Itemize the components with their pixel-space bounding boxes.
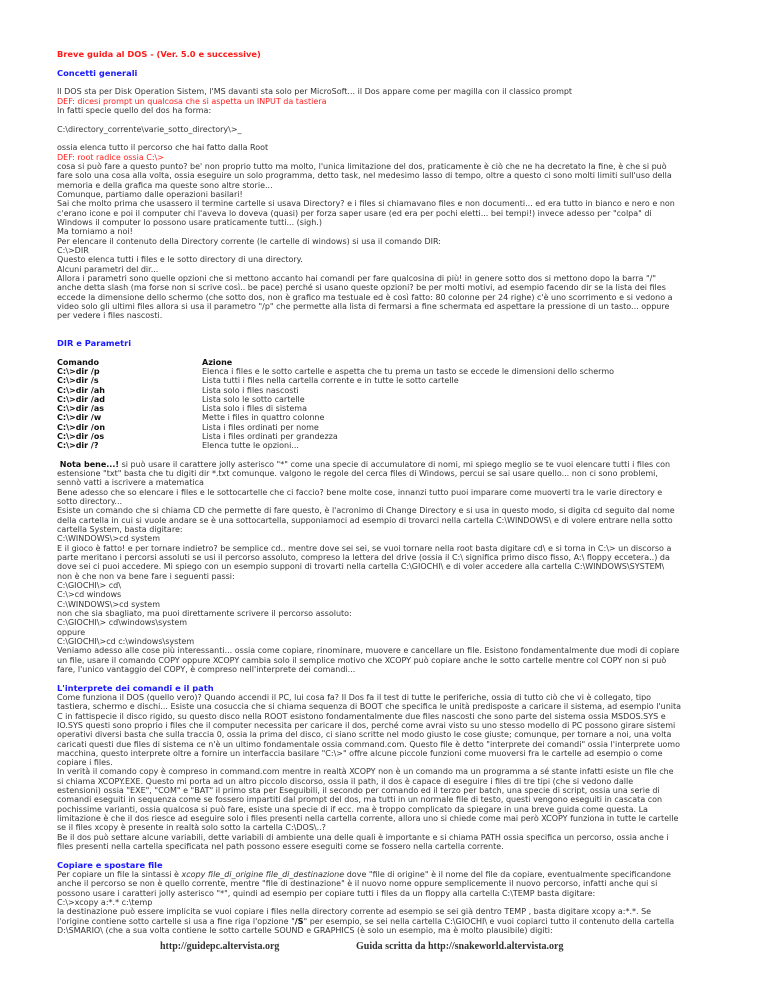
command-cell: C:\>dir /w xyxy=(57,413,102,423)
command-cell: C:\>dir /os xyxy=(57,431,105,441)
action-cell: Elenca tutte le opzioni... xyxy=(202,441,299,451)
command-cell: C:\>dir /on xyxy=(57,422,106,432)
section-interprete-body xyxy=(57,693,757,852)
definition-text: DEF: root radice ossia C:\> xyxy=(57,152,164,162)
text-line: fare solo una cosa alla volta, ossia eseguire un solo programma, detto task, nel medesimo lasso di tempo, oltre a questo ci sono molti limiti sull'uso della xyxy=(57,171,672,181)
text-line: copiare i files. xyxy=(57,758,113,768)
text-line: In verità il comando copy è compreso in command.com mentre in realtà XCOPY non è un comando ma un programma a sé stante infatti esiste un file che xyxy=(57,767,674,777)
text-line: Veniamo adesso alle cose più interessanti... ossia come copiare, rinominare, muovere e cancellare un file. Esistono fondamentalmente due modi di copiare xyxy=(57,646,680,656)
text-line: sotto directory... xyxy=(57,496,123,506)
action-cell: Lista solo le sotto cartelle xyxy=(202,394,305,404)
table-row xyxy=(57,423,614,432)
text-line: cosa si può fare a questo punto? be' non proprio tutto ma molto, l'unica limitazione del dos, praticamente è ciò che ne ha decretato la fine, è che si può xyxy=(57,161,667,171)
text-line: Per elencare il contenuto della Directory corrente (le cartelle di windows) si usa il comando DIR: xyxy=(57,236,441,246)
text-line: memoria e della grafica ma queste sono altre storie... xyxy=(57,180,273,190)
command-cell: C:\>dir /? xyxy=(57,441,99,451)
text-span: si può usare il carattere jolly asterisco "*" come una specie di accumulatore di nomi, mi spiego meglio se te vuoi elencare tutti i files con xyxy=(119,459,671,469)
table-row xyxy=(57,395,614,404)
action-cell: Lista solo i files nascosti xyxy=(202,385,299,395)
bold-text: /S xyxy=(294,916,304,926)
dir-commands-table xyxy=(57,358,614,451)
text-line: non è che non va bene fare i seguenti passi: xyxy=(57,571,235,581)
text-line: comandi eseguiti in sequenza come se fossero impartiti dal prompt del dos, ma tutti in un normale file di testo, questi vengono eseguiti in cascata con xyxy=(57,795,663,805)
text-line: tastiera, schermo e dischi... Esiste una cosuccia che si chiama sequenza di BOOT che specifica le unità predisposte a caricare il sistema, ad esempio l'unita xyxy=(57,702,682,712)
text-line: C:\GIOCHI\> cd\windows\system xyxy=(57,618,188,628)
text-span: dove "file di origine" è il nome del file da copiare, eventualmente specificandone xyxy=(344,870,671,880)
blank-line xyxy=(57,115,757,124)
text-line: C:\>cd windows xyxy=(57,590,122,600)
table-row xyxy=(57,413,614,422)
text-line: Be il dos può settare alcune variabili, dette variabili di ambiente una delle quali è importante e si chiama PATH ossia specifica un percorso, ossia anche i xyxy=(57,832,669,842)
command-cell: C:\>dir /ah xyxy=(57,385,105,395)
document xyxy=(57,50,757,935)
text-line: per vedere i files nascosti. xyxy=(57,311,163,321)
text-line: estensione "txt" basta che tu digiti dir *.txt comunque. valgono le regole del cerca files di Windows, percui se sai usare quello... non ci sono problemi, xyxy=(57,468,658,478)
text-line: pochissime varianti, ossia qualcosa si può fare, esiste una specie di if ecc. ma è troppo complicato da spiegare in una breve guida come questa. La xyxy=(57,804,648,814)
table-row xyxy=(57,386,614,395)
column-header-comando: Comando xyxy=(57,357,100,367)
command-cell: C:\>dir /as xyxy=(57,404,104,414)
text-line: si chiama XCOPY.EXE. Questo mi porta ad un altro piccolo discorso, ossia il path, il dos è capace di eseguire i files di tre tipi (che si vedono dalle xyxy=(57,776,634,786)
text-line: macchina, questo interprete oltre a fornire un interfaccia basilare "C:\>" offre alcune piccole funzioni come muoversi fra le cartelle ad esempio o come xyxy=(57,748,663,758)
text-line: Esiste un comando che si chiama CD che permette di fare questo, è l'acronimo di Change Directory e si usa in questo modo, si digita cd seguito dal nome xyxy=(57,506,675,516)
footer-credit-snakeworld[interactable]: Guida scritta da http://snakeworld.altervista.org xyxy=(356,941,564,952)
text-line: della cartella in cui si vuole andare se è una sottocartella, supponiamoci ad esempio di trovarci nella cartella C:\WINDOWS\ e di volere entrare nella sotto xyxy=(57,515,673,525)
text-line: non che sia sbagliato, ma puoi direttamente scrivere il percorso assoluto: xyxy=(57,608,352,618)
text-line: In fatti specie quello del dos ha forma: xyxy=(57,105,212,115)
text-line: C:\GIOCHI\>cd c:\windows\system xyxy=(57,636,195,646)
column-header-azione: Azione xyxy=(202,357,233,367)
heading-dir-parametri: DIR e Parametri xyxy=(57,338,132,349)
text-line: anche il percorso se non è quello corrente, mentre "file di destinazione" è il nuovo nome oppure semplicemente il nuovo percorso, infatti anche qui si xyxy=(57,879,658,889)
text-line: la destinazione può essere implicita se vuoi copiare i files nella directory corrente ad esempio se sei già dentro TEMP , basta digitare xcopy a:*.*. Se xyxy=(57,907,652,917)
text-line xyxy=(57,917,757,926)
text-line: possono usare i caratteri jolly asterisco "*", quindi ad esempio per copiare tutti i files da un floppy alla cartella C:\TEMP basta digitare: xyxy=(57,888,596,898)
table-row xyxy=(57,432,614,441)
action-cell: Mette i files in quattro colonne xyxy=(202,413,325,423)
text-line: files presenti nella cartella specificata nel path possono essere eseguiti come se fossero nella cartella corrente. xyxy=(57,842,504,852)
text-line: Comunque, partiamo dalle operazioni basilari! xyxy=(57,189,243,199)
text-line: Bene adesso che so elencare i files e le sottocartelle che ci faccio? bene molte cose, innanzi tutto puoi imparare come muoverti tra le varie directory e xyxy=(57,487,663,497)
action-cell: Elenca i files e le sotto cartelle e aspetta che tu prema un tasto se eccede le dimensioni dello schermo xyxy=(202,367,614,377)
table-row xyxy=(57,376,614,385)
command-cell: C:\>dir /s xyxy=(57,376,99,386)
text-line: parte meritano i percorsi assoluti se usi il percorso assoluto, compreso la lettera del drive (ossia il C:\ significa primo disco fisso, A:\ floppy eccetera..) da xyxy=(57,552,670,562)
heading-concetti-generali: Concetti generali xyxy=(57,67,138,78)
text-line: un file, usare il comando COPY oppure XCOPY cambia solo il semplice motivo che XCOPY può copiare anche le sotto cartelle mentre col COPY non si può xyxy=(57,655,667,665)
text-line: C:\>DIR xyxy=(57,245,89,255)
text-line: Questo elenca tutti i files e le sotto directory di una directory. xyxy=(57,255,303,265)
text-line: C:\WINDOWS\>cd system xyxy=(57,599,161,609)
action-cell: Lista solo i files di sistema xyxy=(202,404,307,414)
section-copiare-body xyxy=(57,870,757,935)
text-line: se il files xcopy è presente in realtà solo sotto la cartella C:\DOS\..? xyxy=(57,823,326,833)
heading-copiare: Copiare e spostare file xyxy=(57,859,163,870)
bold-text: Nota bene...! xyxy=(57,459,120,469)
table-row xyxy=(57,367,614,376)
text-line: video solo gli ultimi files allora si usa il parametro "/p" che permette alla lista di fermarsi a fine schermata ed aspettare la pressione di un tasto... oppure xyxy=(57,301,670,311)
text-line: Come funziona il DOS (quello vero)? Quando accendi il PC, lui cosa fa? Il Dos fa il test di tutte le periferiche, ossia di tutto ciò che vi è collegato, tipo xyxy=(57,692,652,702)
text-line: fare, l'unico vantaggio del COPY, è compreso nell'interprete dei comandi... xyxy=(57,664,356,674)
text-line: C in fattispecie il disco rigido, su questo disco nella ROOT esistono fondamentalmente due files nascosti che sono parte del sistema ossia MSDOS.SYS e xyxy=(57,711,666,721)
section-dir-body xyxy=(57,460,757,675)
heading-interprete: L'interprete dei comandi e il path xyxy=(57,682,214,693)
blank-line xyxy=(57,134,757,143)
text-line: C:\WINDOWS\>cd system xyxy=(57,534,161,544)
text-line: Windows il computer lo possono usare praticamente tutti... (sigh.) xyxy=(57,217,322,227)
text-line: IO.SYS questi sono proprio i files che il computer necessita per caricare il dos, perché come avrai visto su uno stesso modello di PC possono girare sistemi xyxy=(57,720,676,730)
text-line: Ma torniamo a noi! xyxy=(57,227,133,237)
text-line: D:\SMARIO\ (che a sua volta contiene le sotto cartelle SOUND e GRAPHICS (è solo un esempio, ma è molto plausibile) digiti: xyxy=(57,926,553,936)
text-line: estensioni) ossia "EXE", "COM" e "BAT" il primo sta per Eseguibili, il secondo per comando ed il terzo per batch, una specie di script, ossia una serie di xyxy=(57,786,660,796)
footer-link-guidepc[interactable]: http://guidepc.altervista.org xyxy=(160,941,280,952)
text-line: dove sei ci puoi accedere. Mi spiego con un esempio supponi di trovarti nella cartella C:\GIOCHI\ e di voler accedere alla cartella C:\WINDOWS\SYSTEM\ xyxy=(57,562,665,572)
action-cell: Lista tutti i files nella cartella corrente e in tutte le sotto cartelle xyxy=(202,376,459,386)
text-line: Sai che molto prima che usassero il termine cartelle si usava Directory? e i files si chiamavano files e non documenti... ed era tutto in bianco e nero e non xyxy=(57,199,675,209)
text-line xyxy=(57,460,757,469)
table-row xyxy=(57,441,614,450)
text-line: Il DOS sta per Disk Operation Sistem, l'MS davanti sta solo per MicroSoft... il Dos appare come per magilla con il classico prompt xyxy=(57,87,573,97)
text-line: caricati questi due files di sistema ce n'è un ultimo fondamentale ossia command.com. Questo file è detto "interprete dei comandi" ossia l'interprete uomo xyxy=(57,739,680,749)
text-span: l'origine contiene sotto cartelle si usa a fine riga l'opzione " xyxy=(57,916,295,926)
text-line: ossia elenca tutto il percorso che hai fatto dalla Root xyxy=(57,143,269,153)
text-line xyxy=(57,97,757,106)
section-concetti-body xyxy=(57,87,757,320)
italic-text: xcopy file_di_origine file_di_destinazione xyxy=(181,870,345,880)
text-line: oppure xyxy=(57,627,86,637)
document-title: Breve guida al DOS - (Ver. 5.0 e successive) xyxy=(57,49,261,59)
action-cell: Lista i files ordinati per nome xyxy=(202,422,319,432)
text-line: sennò vatti a iscrivere a matematica xyxy=(57,478,204,488)
text-line: C:\directory_corrente\varie_sotto_directory\>_ xyxy=(57,124,242,134)
definition-text: DEF: dicesi prompt un qualcosa che si aspetta un INPUT da tastiera xyxy=(57,96,327,106)
text-line: E il gioco è fatto! e per tornare indietro? be semplice cd.. mentre dove sei sei, se vuoi tornare nella root basta digitare cd\ e si torna in C:\> un discorso a xyxy=(57,543,672,553)
text-line: C:\>xcopy a:*.* c:\temp xyxy=(57,898,153,908)
table-header-row xyxy=(57,358,614,367)
text-line: c'erano icone e poi il computer chi l'aveva lo doveva (quasi) per forza saper usare (ed era per pochi eletti... bei tempi!) invece adesso per "colpa" di xyxy=(57,208,652,218)
text-line: C:\GIOCHI\> cd\ xyxy=(57,580,121,590)
text-line: operativi diversi basta che sulla traccia 0, ossia la prima del disco, ci siano scritte nel modo giusto le cose giuste; comunque, per tornare a noi, una volta xyxy=(57,730,672,740)
command-cell: C:\>dir /ad xyxy=(57,394,105,404)
table-row xyxy=(57,404,614,413)
text-line: anche detta slash (ma forse non si scrive così.. be pace) perché si usano queste opzioni? be per molti motivi, ad esempio facendo dir se la lista dei files xyxy=(57,283,666,293)
text-span: Per copiare un file la sintassi è xyxy=(57,870,182,880)
command-cell: C:\>dir /p xyxy=(57,367,100,377)
text-line xyxy=(57,153,757,162)
text-line: cartella System, basta digitare: xyxy=(57,524,183,534)
text-line: eccede la dimensione dello schermo (che sotto dos, non è grafico ma testuale ed è così fatto: 80 colonne per 24 righe) c'è uno scorrimento e si vedono a xyxy=(57,292,673,302)
action-cell: Lista i files ordinati per grandezza xyxy=(202,431,338,441)
text-line: Alcuni parametri del dir... xyxy=(57,264,159,274)
text-span: " per esempio, se sei nella cartella C:\GIOCHI\ e vuoi copiarci tutto il contenuto della cartella xyxy=(303,916,675,926)
text-line: Allora i parametri sono quelle opzioni che si mettono accanto hai comandi per fare qualcosina di più! in genere sotto dos si mettono dopo la barra "/" xyxy=(57,273,657,283)
text-line: limitazione è che il dos riesce ad eseguire solo i files presenti nella cartella corrente, allora uno si chiede come mai però XCOPY funziona in tutte le cartelle xyxy=(57,814,679,824)
